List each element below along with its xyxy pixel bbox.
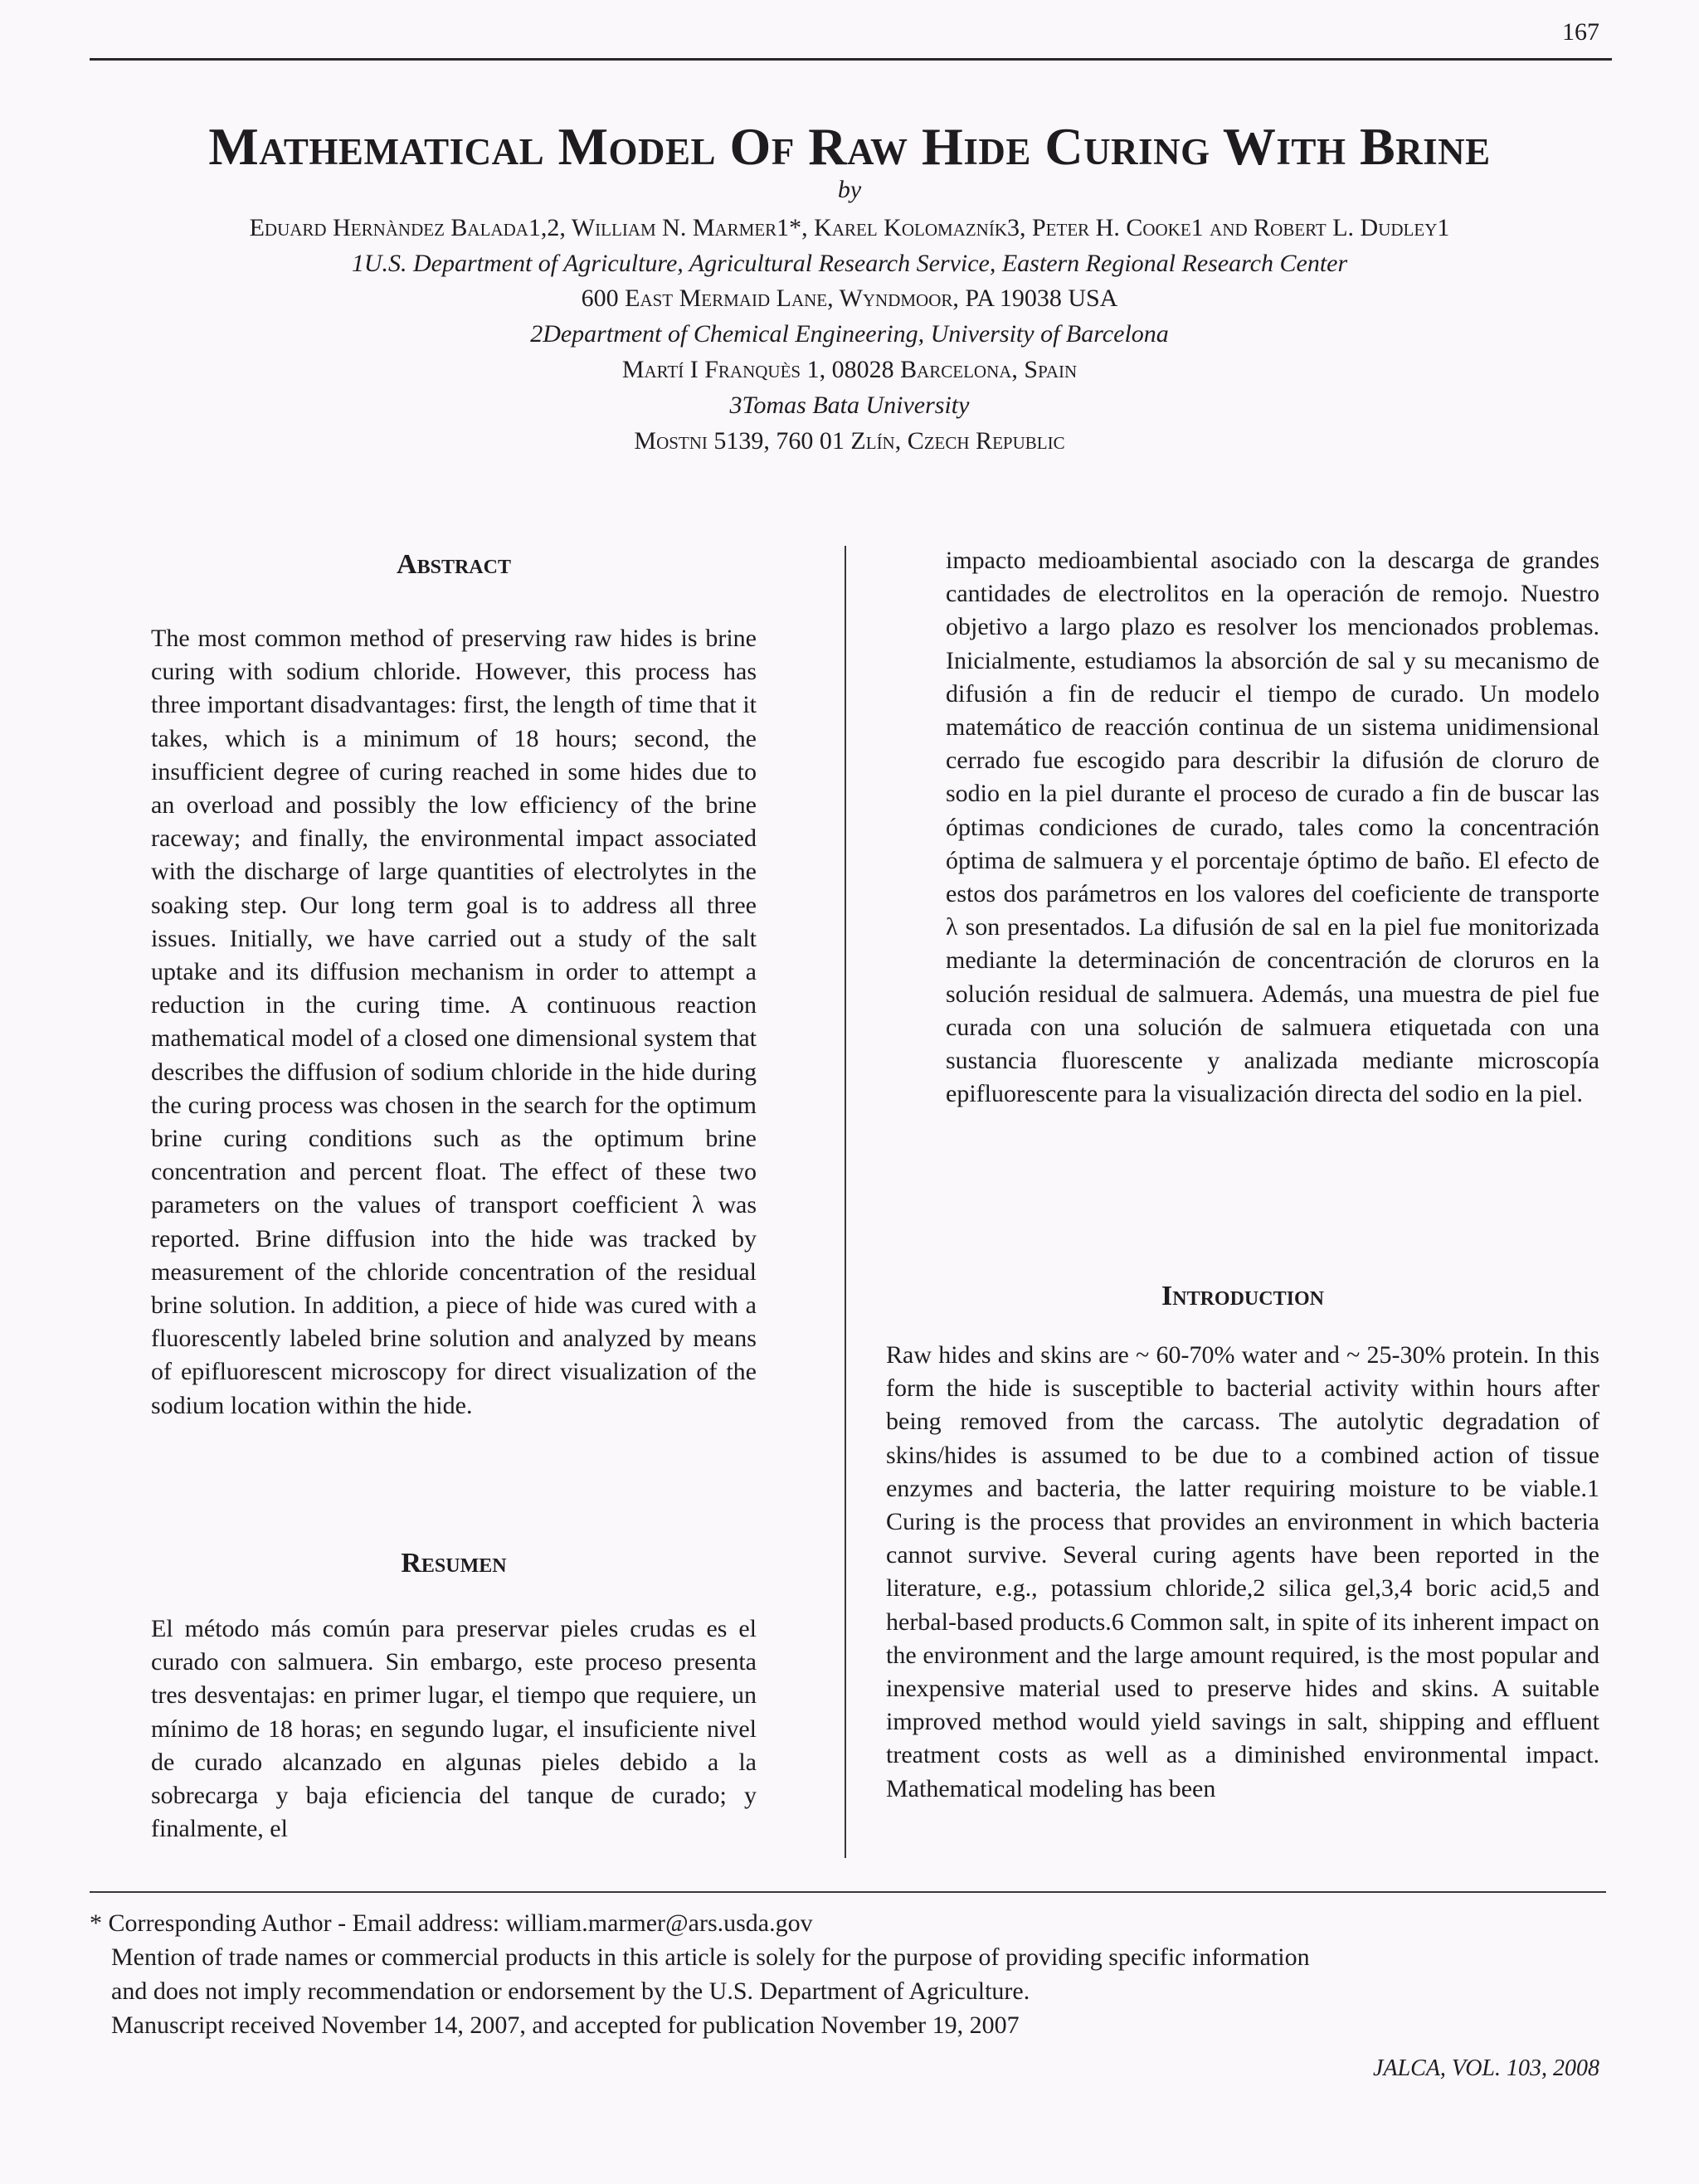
by-line: by [837, 176, 862, 203]
author-list: Eduard Hernàndez Balada1,2, William N. Marmer1*, Karel Kolomazník3, Peter H. Cooke1 and Robert L. Dudley1 [249, 214, 1450, 241]
affiliation-1: 1U.S. Department of Agriculture, Agricultural Research Service, Eastern Regional Research Center [351, 250, 1348, 277]
resumen-text-left: El método más común para preservar pieles crudas es el curado con salmuera. Sin embargo, este proceso presenta tres desventajas: en primer lugar, el tiempo que requiere, un mínimo de 18 horas; en segundo lugar, el insuficiente nivel de curado alcanzado en algunas pieles debido a la sobrecarga y baja eficiencia del tanque de curado; y finalmente, el [151, 1615, 757, 1843]
paper-title: Mathematical Model Of Raw Hide Curing With Brine [208, 117, 1491, 176]
affiliation-2-address: Martí I Franquès 1, 08028 Barcelona, Spain [621, 356, 1078, 383]
page-number: 167 [1562, 18, 1599, 46]
affiliation-3-address: Mostni 5139, 760 01 Zlín, Czech Republic [634, 427, 1065, 455]
footnote-manuscript-dates: Manuscript received November 14, 2007, and accepted for publication November 19, 2007 [111, 2011, 1020, 2039]
footnote-rule [90, 1891, 1606, 1893]
resumen-heading: Resumen [401, 1548, 507, 1578]
footnote-corresponding-author: * Corresponding Author - Email address: william.marmer@ars.usda.gov [90, 1909, 813, 1937]
column-divider [845, 546, 846, 1858]
footnotes [90, 1906, 1566, 2042]
header-rule [90, 58, 1612, 61]
abstract-text: The most common method of preserving raw hides is brine curing with sodium chloride. However, this process has three important disadvantages: first, the length of time that it takes, which is a minimum of 18 hours; second, the insufficient degree of curing reached in some hides due to an overload and possibly the low efficiency of the brine raceway; and finally, the environmental impact associated with the discharge of large quantities of electrolytes in the soaking step. Our long term goal is to address all three issues. Initially, we have carried out a study of the salt uptake and its diffusion mechanism in order to attempt a reduction in the curing time. A continuous reaction mathematical model of a closed one dimensional system that describes the diffusion of sodium chloride in the hide during the curing process was chosen in the search for the optimum brine curing conditions such as the optimum brine concentration and percent float. The effect of these two parameters on the values of transport coefficient λ was reported. Brine diffusion into the hide was tracked by measurement of the chloride concentration of the residual brine solution. In addition, a piece of hide was cured with a fluorescently labeled brine solution and analyzed by means of epifluorescent microscopy for direct visualization of the sodium location within the hide. [151, 625, 757, 1419]
footnote-disclaimer-line-2: and does not imply recommendation or endorsement by the U.S. Department of Agriculture. [111, 1977, 1030, 2005]
introduction-heading: Introduction [1161, 1281, 1324, 1311]
affiliation-3: 3Tomas Bata University [729, 392, 970, 419]
affiliation-1-address: 600 East Mermaid Lane, Wyndmoor, PA 19038 USA [581, 285, 1118, 312]
resumen-text-right: impacto medioambiental asociado con la descarga de grandes cantidades de electrolitos en la operación de remojo. Nuestro objetivo a largo plazo es resolver los mencionados problemas. Inicialmente, estudiamos la absorción de sal y su mecanismo de difusión a fin de reducir el tiempo de curado. Un modelo matemático de reacción continua de un sistema unidimensional cerrado fue escogido para describir la difusión de cloruro de sodio en la piel durante el proceso de curado a fin de buscar las óptimas condiciones de curado, tales como la concentración óptima de salmuera y el porcentaje óptimo de baño. El efecto de estos dos parámetros en los valores del coeficiente de transporte λ son presentados. La difusión de sal en la piel fue monitorizada mediante la determinación de concentración de cloruros en la solución residual de salmuera. Además, una muestra de piel fue curada con una solución de salmuera etiquetada con una sustancia fluorescente y analizada mediante microscopía epifluorescente para la visualización directa del sodio en la piel. [946, 547, 1599, 1108]
affiliation-2: 2Department of Chemical Engineering, University of Barcelona [530, 320, 1169, 348]
journal-citation: JALCA, VOL. 103, 2008 [1373, 2055, 1599, 2081]
abstract-heading: Abstract [397, 549, 511, 580]
introduction-text: Raw hides and skins are ~ 60-70% water and ~ 25-30% protein. In this form the hide is susceptible to bacterial activity within hours after being removed from the carcass. The autolytic degradation of skins/hides is assumed to be due to a combined action of tissue enzymes and bacteria, the latter requiring moisture to be viable.1 Curing is the process that provides an environment in which bacteria cannot survive. Several curing agents have been reported in the literature, e.g., potassium chloride,2 silica gel,3,4 boric acid,5 and herbal-based products.6 Common salt, in spite of its inherent impact on the environment and the large amount required, is the most popular and inexpensive material used to preserve hides and skins. A suitable improved method would yield savings in salt, shipping and effluent treatment costs as well as a diminished environmental impact. Mathematical modeling has been [886, 1341, 1599, 1802]
footnote-disclaimer-line-1: Mention of trade names or commercial products in this article is solely for the purpose of providing specific information [111, 1943, 1310, 1971]
